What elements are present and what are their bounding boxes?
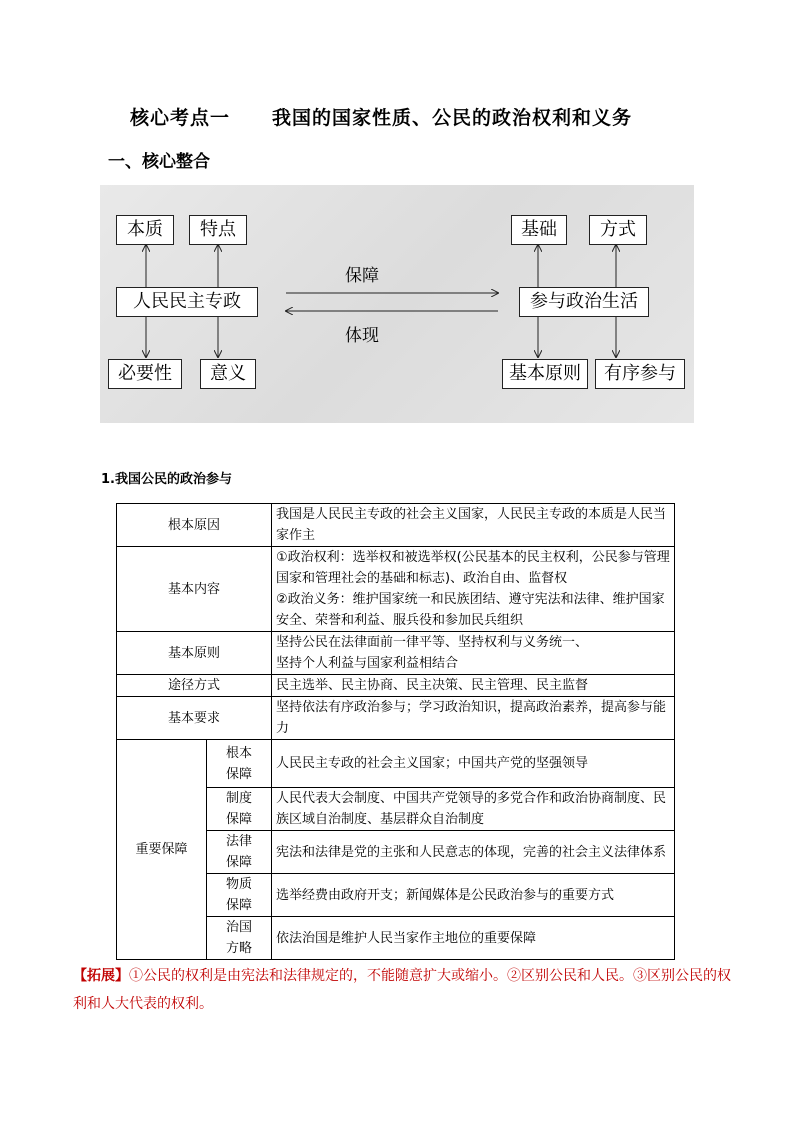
row-text: 人民民主专政的社会主义国家；中国共产党的坚强领导 (272, 740, 675, 788)
sub-head: 治国 方略 (207, 917, 272, 960)
box-fangshi: 方式 (589, 215, 647, 245)
row-head: 途径方式 (117, 675, 272, 697)
row-line: ②政治义务：维护国家统一和民族团结、遵守宪法和法律、维护国家安全、荣誉和利益、服兵役和参加民兵组织 (276, 592, 665, 628)
box-canyu: 参与政治生活 (519, 287, 649, 317)
box-tedian: 特点 (189, 215, 247, 245)
box-youxu: 有序参与 (595, 359, 685, 389)
row-text: 选举经费由政府开支；新闻媒体是公民政治参与的重要方式 (272, 874, 675, 917)
box-biyao: 必要性 (108, 359, 182, 389)
table-row (117, 697, 675, 740)
subheading: 1.我国公民的政治参与 (101, 472, 232, 487)
row-head: 基本内容 (117, 547, 272, 632)
row-text (272, 632, 675, 675)
box-renmin: 人民民主专政 (116, 287, 258, 317)
row-line: ①政治权利：选举权和被选举权(公民基本的民主权利，公民参与管理国家和管理社会的基础和标志)、政治自由、监督权 (276, 550, 670, 586)
extension-label: 【拓展】 (73, 968, 129, 984)
extension-note (73, 962, 733, 1018)
row-head: 根本原因 (117, 504, 272, 547)
row-head: 基本要求 (117, 697, 272, 740)
extension-text: ①公民的权利是由宪法和法律规定的，不能随意扩大或缩小。②区别公民和人民。③区别公民的权利和人大代表的权利。 (73, 968, 731, 1012)
table-row (117, 632, 675, 675)
box-yiyi: 意义 (200, 359, 256, 389)
table-row (117, 504, 675, 547)
row-text (272, 547, 675, 632)
row-text: 我国是人民民主专政的社会主义国家，人民民主专政的本质是人民当家作主 (272, 504, 675, 547)
row-text: 依法治国是维护人民当家作主地位的重要保障 (272, 917, 675, 960)
table-row (117, 547, 675, 632)
row-head: 基本原则 (117, 632, 272, 675)
concept-diagram (100, 185, 694, 423)
row-text: 宪法和法律是党的主张和人民意志的体现，完善的社会主义法律体系 (272, 831, 675, 874)
sub-head: 根本 保障 (207, 740, 272, 788)
label-tixian: 体现 (345, 326, 379, 346)
row-head: 重要保障 (117, 740, 207, 960)
page-title: 核心考点一 我国的国家性质、公民的政治权利和义务 (130, 107, 633, 129)
label-baozhang: 保障 (345, 266, 379, 286)
sub-head: 制度 保障 (207, 788, 272, 831)
section-heading: 一、核心整合 (108, 152, 210, 172)
box-jichu: 基础 (511, 215, 567, 245)
row-line: 坚持公民在法律面前一律平等、坚持权利与义务统一、 (276, 635, 589, 650)
participation-table (116, 503, 675, 960)
box-benzhi: 本质 (116, 215, 174, 245)
table-row (117, 740, 675, 788)
box-yuanze: 基本原则 (502, 359, 588, 389)
row-text: 民主选举、民主协商、民主决策、民主管理、民主监督 (272, 675, 675, 697)
table-row (117, 675, 675, 697)
row-text: 人民代表大会制度、中国共产党领导的多党合作和政治协商制度、民族区域自治制度、基层群众自治制度 (272, 788, 675, 831)
sub-head: 法律 保障 (207, 831, 272, 874)
sub-head: 物质 保障 (207, 874, 272, 917)
row-line: 坚持个人利益与国家利益相结合 (276, 656, 459, 671)
row-text: 坚持依法有序政治参与；学习政治知识，提高政治素养，提高参与能力 (272, 697, 675, 740)
